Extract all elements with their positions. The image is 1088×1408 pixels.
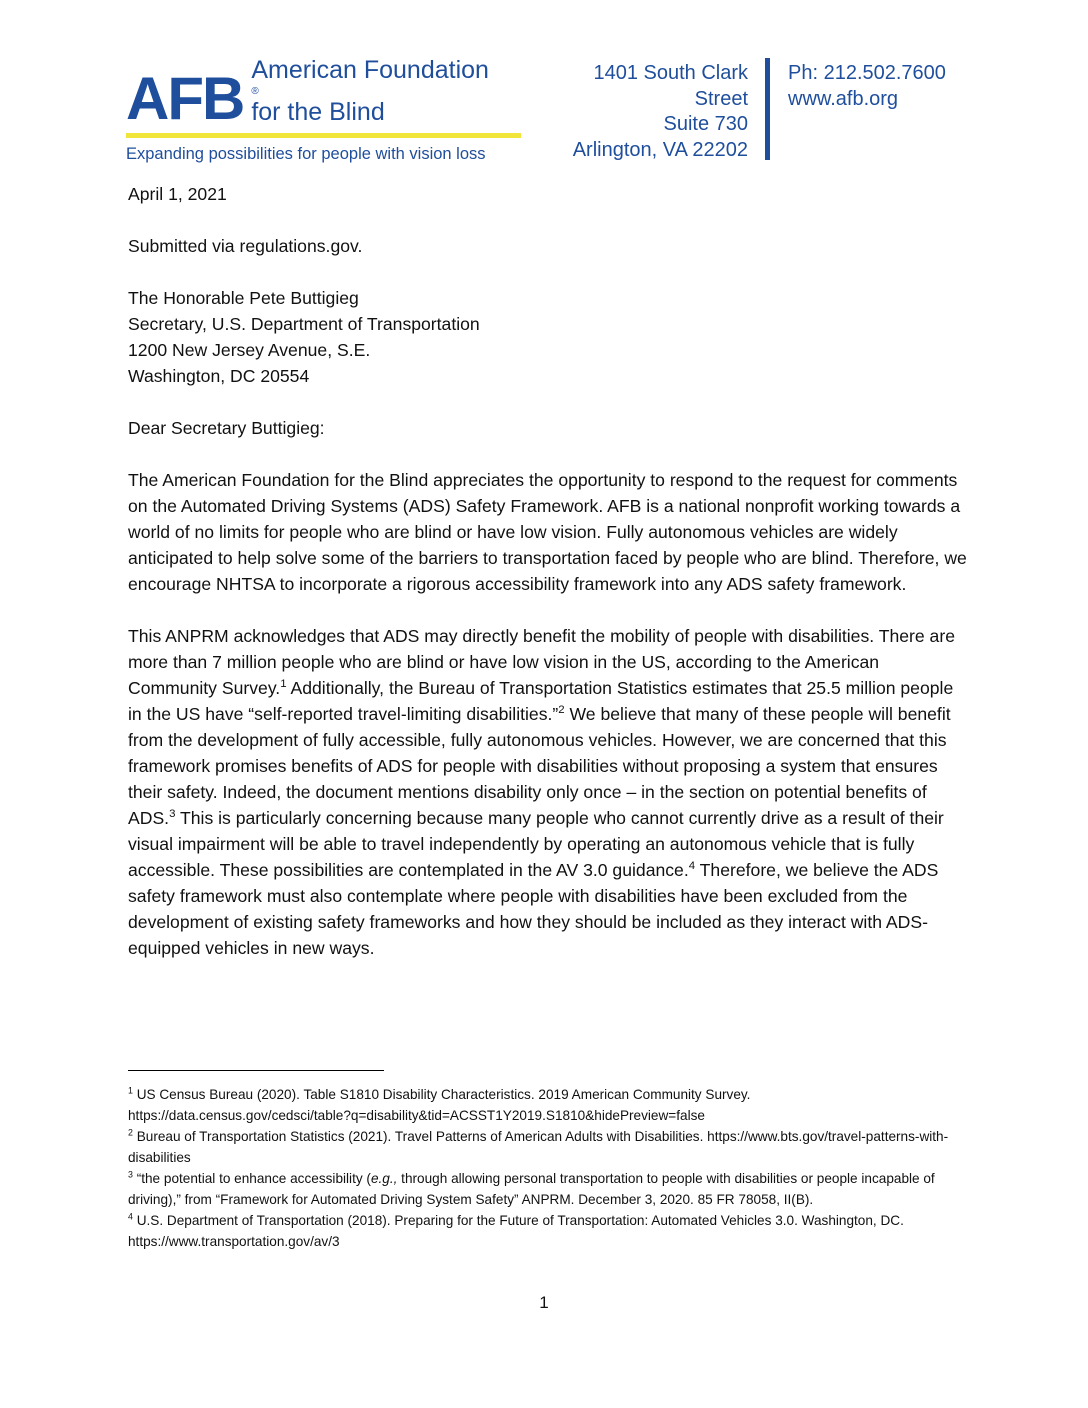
footnote-separator (128, 1070, 384, 1071)
phone: Ph: 212.502.7600 (788, 62, 946, 84)
page-number: 1 (539, 1293, 549, 1312)
contact-block (788, 61, 946, 112)
header-divider (765, 58, 770, 160)
logo-name (251, 56, 489, 126)
paragraph-2: This ANPRM acknowledges that ADS may directly benefit the mobility of people with disabilities. There are more than 7 million people who are blind or have low vision in the US, according to the American Community Survey.$^1$ Additionally, the Bureau of Transportation Statistics estimates that 25.5 million people in the US have “self-reported travel-limiting disabilities.”$^2$ We believe that many of these people will benefit from the development of fully accessible, fully autonomous vehicles. However, we are concerned that this framework promises benefits of ADS for people with disabilities without proposing a system that ensures their safety. Indeed, the document mentions disability only once – in the section on potential benefits of ADS.$^3$ This is particularly concerning because many people who cannot currently drive as a result of their visual impairment will be able to travel independently by operating an autonomous vehicle that is fully accessible. These possibilities are contemplated in the AV 3.0 guidance.$^4$ Therefore, we believe the ADS safety framework must also contemplate where people with disabilities have been excluded from the development of existing safety frameworks and how they should be included as they interact with ADS-equipped vehicles in new ways. (128, 626, 955, 958)
submission-note: Submitted via regulations.gov. (128, 236, 363, 256)
website-link[interactable]: www.afb.org (788, 87, 899, 110)
footnote-3: $^3$ “the potential to enhance accessibility (e.g., through allowing personal transportation to people with disabilities or people incapable of driving),” from “Framework for Automated Driving System Safety” ANPRM. December 3, 2020. 85 FR 78058, II(B). (128, 1169, 935, 1207)
logo-yellow-rule (126, 133, 521, 138)
recipient-block (128, 285, 968, 389)
recipient-line: Secretary, U.S. Department of Transportation (128, 314, 480, 334)
footnote-ref-4[interactable]: 4 (688, 860, 696, 873)
footnote-2: $^2$ Bureau of Transportation Statistics (2021). Travel Patterns of American Adults with Disabilities. https://www.bts.gov/travel-patterns-with-disabilities (128, 1127, 949, 1165)
recipient-line: The Honorable Pete Buttigieg (128, 288, 359, 308)
logo-mark: AFB (126, 65, 244, 132)
footnote-ref-3[interactable]: 3 (169, 808, 176, 821)
address-block (573, 61, 748, 163)
paragraph-1: The American Foundation for the Blind appreciates the opportunity to respond to the request for comments on the Automated Driving Systems (ADS) Safety Framework. AFB is a national nonprofit working towards a world of no limits for people who are blind or have low vision. Fully autonomous vehicles are widely anticipated to help solve some of the barriers to transportation faced by people who are blind. Therefore, we encourage NHTSA to incorporate a rigorous accessibility framework into any ADS safety framework. (128, 470, 967, 594)
address-line: 1401 South Clark (593, 62, 748, 84)
logo-name-line1: American Foundation (251, 56, 489, 84)
registered-mark: ® (251, 86, 259, 97)
address-line: Arlington, VA 22202 (572, 138, 748, 161)
afb-logo (126, 56, 526, 164)
footnote-ref-1[interactable]: 1 (280, 678, 287, 691)
address-line: Suite 730 (663, 113, 748, 135)
salutation: Dear Secretary Buttigieg: (128, 418, 325, 438)
letter-date: April 1, 2021 (128, 184, 227, 204)
recipient-line: Washington, DC 20554 (128, 366, 310, 386)
footnote-ref-2[interactable]: 2 (558, 704, 565, 717)
address-line: Street (694, 87, 748, 110)
footnote-1: $^1$ US Census Bureau (2020). Table S1810 Disability Characteristics. 2019 American Community Survey. https://data.census.gov/cedsci/table?q=disability&tid=ACSST1Y2019.S1810&hidePreview=false (128, 1085, 751, 1123)
letter-body (128, 181, 968, 961)
recipient-line: 1200 New Jersey Avenue, S.E. (128, 340, 371, 360)
tagline: Expanding possibilities for people with vision loss (126, 145, 486, 163)
logo-name-line2: for the Blind (251, 98, 385, 126)
footnote-4: $^4$ U.S. Department of Transportation (2018). Preparing for the Future of Transportation: Automated Vehicles 3.0. Washington, DC. https://www.transportation.gov/av/3 (128, 1211, 904, 1249)
footnotes (128, 1084, 968, 1252)
